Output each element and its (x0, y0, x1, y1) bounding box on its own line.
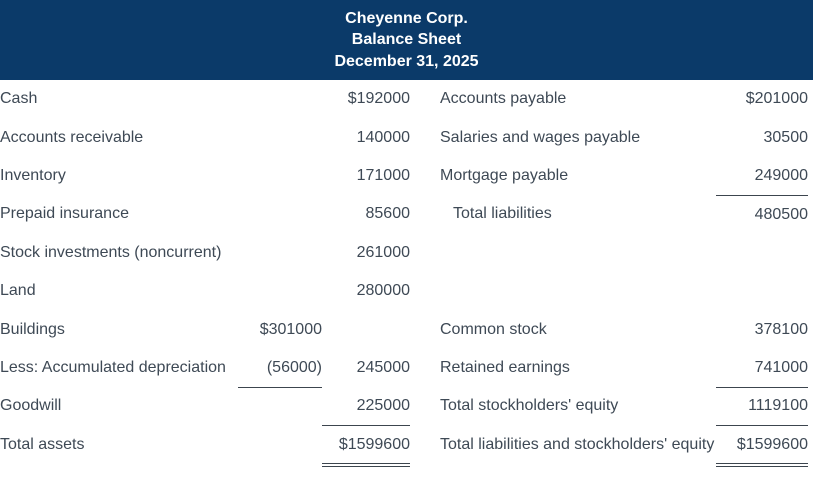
asset-label: Land (0, 282, 36, 300)
statement-date: December 31, 2025 (334, 52, 479, 70)
column-gap (410, 195, 440, 233)
liability-amount-empty (716, 272, 808, 310)
total-liab-equity-label: Total liabilities and stockholders' equity (440, 435, 715, 453)
asset-amount: 171000 (356, 166, 410, 184)
column-gap (410, 387, 440, 425)
asset-amount-inner (238, 195, 322, 233)
asset-amount: 225000 (322, 387, 410, 425)
column-gap (410, 157, 440, 195)
asset-amount: $192000 (347, 90, 410, 108)
liability-label: Salaries and wages payable (440, 128, 641, 146)
asset-amount-inner (238, 157, 322, 195)
total-liab-equity-amount: $1599600 (716, 426, 808, 464)
asset-label: Inventory (0, 166, 66, 184)
table-row (0, 349, 808, 387)
liability-amount-empty (716, 234, 808, 272)
asset-amount-inner (238, 118, 322, 156)
statement-header (0, 0, 813, 80)
column-gap (410, 118, 440, 156)
liability-label: Accounts payable (440, 90, 567, 108)
table-row (0, 195, 808, 233)
asset-label: Stock investments (noncurrent) (0, 243, 222, 261)
equity-amount: 741000 (716, 349, 808, 387)
column-gap (410, 234, 440, 272)
equity-label: Common stock (440, 320, 547, 338)
table-row (0, 272, 808, 310)
equity-amount: 378100 (754, 320, 808, 338)
column-gap (410, 426, 440, 464)
column-gap (410, 80, 440, 118)
statement-title: Balance Sheet (351, 31, 462, 49)
asset-amount-inner (238, 426, 322, 464)
total-liabilities-amount: 480500 (754, 205, 808, 223)
liability-amount: 249000 (716, 157, 808, 195)
total-assets-amount: $1599600 (322, 426, 410, 464)
asset-amount (322, 310, 410, 348)
asset-label: Cash (0, 90, 38, 108)
asset-label: Accounts receivable (0, 128, 144, 146)
balance-sheet-table (0, 80, 808, 464)
liability-label-empty (440, 234, 716, 272)
asset-label: Prepaid insurance (0, 205, 129, 223)
liability-amount: $201000 (745, 90, 808, 108)
total-equity-label: Total stockholders' equity (440, 397, 619, 415)
asset-amount-inner (238, 387, 322, 425)
table-row (0, 80, 808, 118)
table-row (0, 426, 808, 464)
total-equity-amount: 1119100 (716, 387, 808, 425)
asset-amount-inner: $301000 (259, 320, 322, 338)
asset-label: Goodwill (0, 397, 62, 415)
column-gap (410, 349, 440, 387)
column-gap (410, 310, 440, 348)
liability-amount: 30500 (763, 128, 808, 146)
asset-amount: 280000 (356, 282, 410, 300)
total-liabilities-label: Total liabilities (453, 205, 552, 223)
asset-amount-inner (238, 272, 322, 310)
equity-label: Retained earnings (440, 358, 570, 376)
asset-amount: 245000 (356, 358, 410, 376)
table-row (0, 234, 808, 272)
asset-amount-inner: (56000) (238, 349, 322, 387)
asset-amount: 85600 (365, 205, 410, 223)
asset-label: Less: Accumulated depreciation (0, 358, 226, 376)
asset-amount: 261000 (356, 243, 410, 261)
column-gap (410, 272, 440, 310)
asset-label: Buildings (0, 320, 65, 338)
company-name: Cheyenne Corp. (345, 9, 468, 27)
asset-amount-inner (238, 234, 322, 272)
table-row (0, 118, 808, 156)
total-assets-label: Total assets (0, 435, 85, 453)
asset-amount: 140000 (356, 128, 410, 146)
table-row (0, 157, 808, 195)
liability-label-empty (440, 272, 716, 310)
table-row (0, 310, 808, 348)
liability-label: Mortgage payable (440, 166, 569, 184)
asset-amount-inner (238, 80, 322, 118)
table-row (0, 387, 808, 425)
